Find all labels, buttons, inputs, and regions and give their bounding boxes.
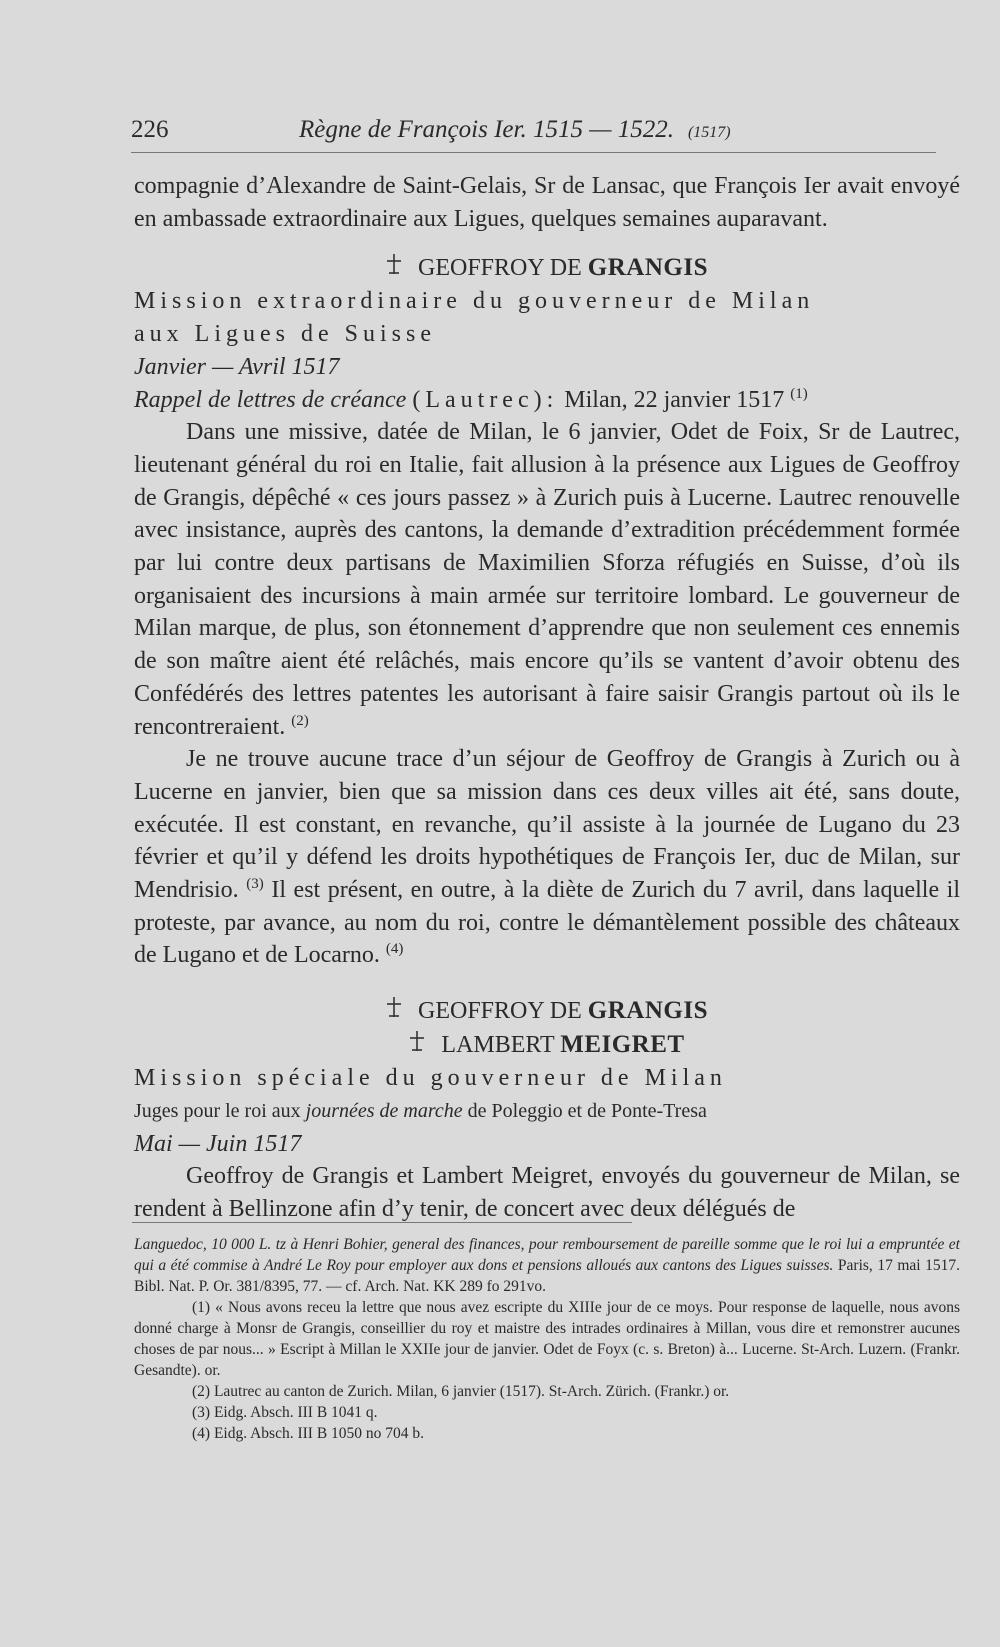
footnote-3: (3) Eidg. Absch. III B 1041 q. [192,1404,378,1421]
section1-name-main: GRANGIS [587,254,708,282]
section2-subtitle-2a: Juges pour le roi aux [134,1099,301,1122]
section2-subtitle-2c: de Poleggio et de Ponte-Tresa [467,1099,707,1122]
section1-paragraph-2 [134,743,960,972]
footnote-carryover [134,1234,960,1297]
section1-subtitle-2: aux Ligues de Suisse [134,321,436,348]
footnote-carry-plain: Paris, 17 mai 1517. Bibl. Nat. P. Or. 381/8395, 77. — cf. Arch. Nat. KK 289 fo 291vo. [134,1257,961,1295]
section1-paragraph-1 [134,416,960,743]
section1-para1-text: Dans une missive, datée de Milan, le 6 janvier, Odet de Foix, Sr de Lautrec, lieutenant général du roi en Italie, fait allusion à la présence aux Ligues de Geoffroy de Grangis, dépêché « ces jours passez » à Zurich puis à Lucerne. Lautrec renouvelle avec insistance, auprès des cantons, la demande d’extradition précédemment formée par lui contre deux partisans de Maximilien Sforza réfugiés en Suisse, d’où ils organisaient des incursions à main armée sur territoire lombard. Le gouverneur de Milan marque, de plus, son étonnement d’apprendre que non seulement ces ennemis de son maître aient été relâchés, mais encore qu’ils se vantent d’avoir obtenu des Confédérés des lettres patentes les autorisant à faire saisir Grangis partout où ils le rencontreraient. [134,419,960,740]
main-text [134,170,960,1226]
section2-name1-main: GRANGIS [587,997,708,1025]
footnote-carry-italic: Languedoc, 10 000 L. tz à Henri Bohier, general des finances, pour remboursement de pareille somme que le roi lui a empruntée et qui a été commise à André Le Roy pour employer aux dons et pensions alloués aux cantons des Ligues suisses. [134,1236,960,1274]
footnote-ref-2: (2) [291,712,309,729]
section2-dates: Mai — Juin 1517 [134,1130,302,1157]
section2-name1-prefix: GEOFFROY DE [418,998,582,1025]
section1-name-prefix: GEOFFROY DE [418,255,582,282]
section2-subtitle-2 [134,1095,960,1128]
section1-para2-b: Il est présent, en outre, à la diète de Zurich du 7 avril, dans laquelle il proteste, par avance, au nom du roi, contre le démantèlement possible des châteaux de Lugano et de Locarno. [134,877,961,969]
rappel-line [134,384,960,417]
running-year: (1517) [687,124,731,141]
cross-icon [386,998,408,1024]
running-title [299,116,731,144]
section2-paragraph: Geoffroy de Grangis et Lambert Meigret, envoyés du gouverneur de Milan, se rendent à Bellinzone afin d’y tenir, de concert avec deux délégués de [134,1163,960,1222]
cross-icon [386,255,408,281]
page-number: 226 [131,116,169,143]
running-title-text: Règne de François Ier. 1515 — 1522. [299,116,674,143]
cross-icon [409,1032,431,1058]
section2-heading-1 [134,994,960,1028]
rappel-note: (1) [790,385,808,402]
section1-subtitle-1: Mission extraordinaire du gouverneur de Milan [134,288,815,315]
section2-name2-main: MEIGRET [560,1031,685,1059]
footnote-2: (2) Lautrec au canton de Zurich. Milan, 6 janvier (1517). St-Arch. Zürich. (Frankr.) or. [192,1383,730,1400]
section2-heading-2 [134,1028,960,1062]
footnote-rule [132,1222,632,1223]
footnote-ref-4: (4) [385,941,404,958]
rappel-label: Rappel de lettres de créance [134,386,407,413]
section2-name2-prefix: LAMBERT [441,1032,555,1059]
header-rule [131,152,936,153]
footnotes [134,1234,960,1444]
page-header [131,116,936,150]
rappel-author: (Lautrec): [412,386,559,413]
intro-paragraph: compagnie d’Alexandre de Saint-Gelais, Sr de Lansac, que François Ier avait envoyé en ambassade extraordinaire aux Ligues, quelques semaines auparavant. [134,173,960,232]
footnote-4: (4) Eidg. Absch. III B 1050 no 704 b. [192,1425,425,1442]
footnote-ref-3: (3) [246,876,264,893]
rappel-place-date: Milan, 22 janvier 1517 [564,386,785,413]
footnote-1: (1) « Nous avons receu la lettre que nous avez escripte du XIIIe jour de ce moys. Pour response de laquelle, nous avons donné charge à Monsr de Grangis, conseillier du roy et maistre des intrades ordinaires à Millan, vous dire et remonstrer aucunes choses de par nous... » Escript à Millan le XXIIe jour de janvier. Odet de Foyx (c. s. Breton) à... Lucerne. St-Arch. Luzern. (Frankr. Gesandte). or. [134,1299,960,1379]
section1-dates: Janvier — Avril 1517 [134,353,340,380]
section2-subtitle-1: Mission spéciale du gouverneur de Milan [134,1065,727,1092]
section2-subtitle-2b: journées de marche [305,1099,463,1122]
section1-para2-a: Je ne trouve aucune trace d’un séjour de Geoffroy de Grangis à Zurich ou à Lucerne en janvier, bien que sa mission dans ces deux villes ait été, sans doute, exécutée. Il est constant, en revanche, qu’il assiste à la journée de Lugano du 23 février et qu’il y défend les droits hypothétiques de François Ier, duc de Milan, sur Mendrisio. [134,746,960,904]
section1-heading [134,251,960,285]
